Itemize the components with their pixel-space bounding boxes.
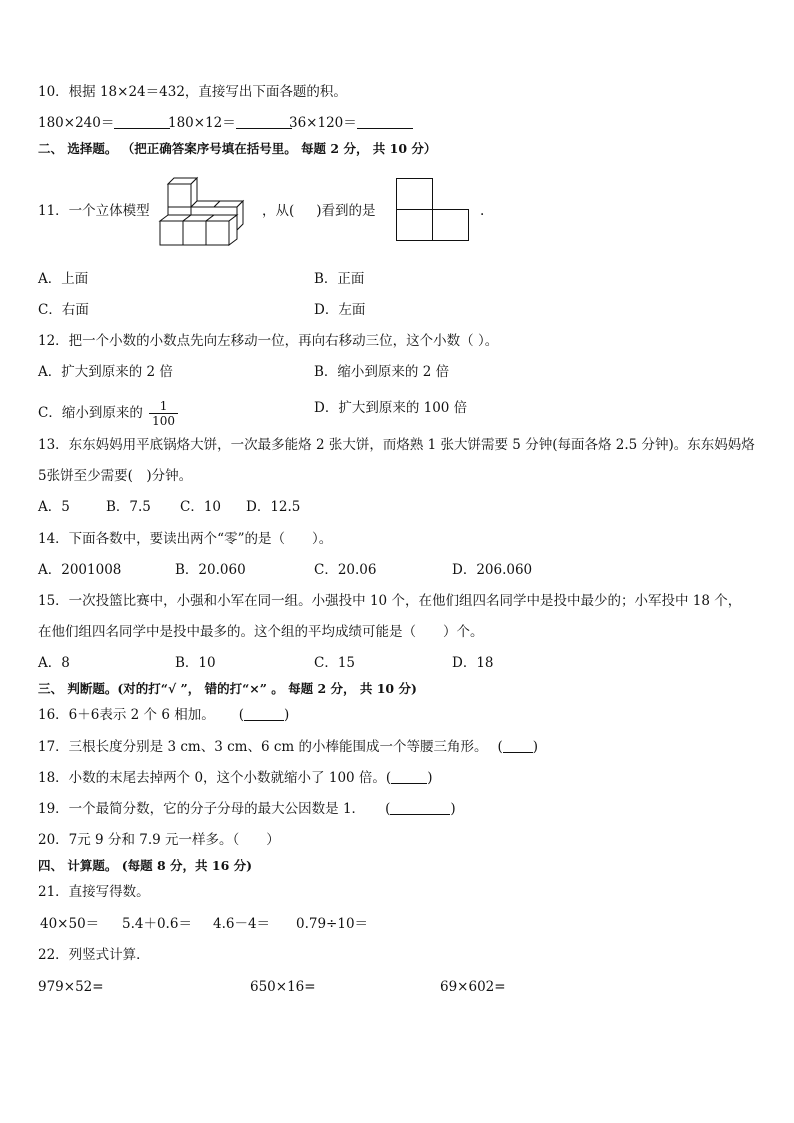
question-10-item-2-expr: 180×12＝: [168, 115, 236, 131]
answer-blank[interactable]: [236, 114, 292, 129]
question-21-item-1: 40×50＝: [40, 916, 100, 932]
question-13-line-1: 13．东东妈妈用平底锅烙大饼，一次最多能烙 2 张大饼，而烙熟 1 张大饼需要 5 分钟(每面各烙 2.5 分钟)。东东妈妈烙: [38, 437, 755, 453]
question-12-option-d[interactable]: D．扩大到原来的 100 倍: [314, 400, 468, 416]
question-18-text: 18．小数的末尾去掉两个 0，这个小数就缩小了 100 倍。: [38, 770, 386, 786]
question-22-stem: 22．列竖式计算．: [38, 947, 150, 963]
question-14-option-d[interactable]: D．206.060: [452, 562, 533, 578]
cube-front-face: [160, 221, 183, 245]
question-17-text: 17．三根长度分别是 3 cm、3 cm、6 cm 的小棒能围成一个等腰三角形。: [38, 739, 488, 755]
question-10-item-2: [168, 114, 292, 132]
question-20-text: 20．7元 9 分和 7.9 元一样多。（ ）: [38, 832, 280, 848]
question-12-option-a[interactable]: A．扩大到原来的 2 倍: [38, 364, 173, 380]
question-14-option-c[interactable]: C．20.06: [314, 562, 377, 578]
question-14-stem: 14．下面各数中，要读出两个“零”的是（ ）。: [38, 531, 333, 547]
section-4-title: 四、 计算题。 (每题 8 分，共 16 分): [38, 858, 253, 873]
answer-blank[interactable]: [390, 800, 450, 815]
answer-blank[interactable]: [503, 738, 533, 753]
question-19: [38, 800, 456, 818]
paren-open: (: [385, 801, 391, 817]
paren-close: ): [450, 801, 456, 817]
question-22-item-1: 979×52=: [38, 979, 104, 995]
question-10-item-3-expr: 36×120＝: [289, 115, 357, 131]
question-11-option-c[interactable]: C．右面: [38, 302, 89, 318]
cube-front-face: [168, 184, 191, 207]
cube-model-figure: [158, 178, 250, 248]
question-10-item-1: [38, 114, 170, 132]
question-11-mid-b: )看到的是: [316, 203, 376, 219]
question-16: [38, 706, 289, 724]
question-14-option-a[interactable]: A．2001008: [38, 562, 122, 578]
paren-close: ): [427, 770, 433, 786]
question-21-item-4: 0.79÷10＝: [296, 916, 369, 932]
question-21-item-2: 5.4＋0.6＝: [122, 916, 192, 932]
question-11-option-b[interactable]: B．正面: [314, 271, 365, 287]
question-13-line-2: 5张饼至少需要( )分钟。: [38, 468, 193, 484]
paren-close: ): [532, 739, 539, 755]
question-15-option-b[interactable]: B．10: [175, 655, 216, 671]
question-13-option-a[interactable]: A．5: [38, 499, 70, 515]
question-21-stem: 21．直接写得数。: [38, 884, 150, 900]
question-11-option-a[interactable]: A．上面: [38, 271, 89, 287]
cube-front-face: [206, 221, 229, 245]
paren-close: ): [283, 707, 290, 723]
question-15-option-d[interactable]: D．18: [452, 655, 494, 671]
question-18: [38, 769, 432, 787]
view-shape-figure: [396, 178, 470, 242]
fraction-numerator: 1: [149, 399, 178, 414]
question-15-line-1: 15．一次投篮比赛中，小强和小军在同一组。小强投中 10 个，在他们组四名同学中是投中最少的；小军投中 18 个，: [38, 593, 742, 609]
question-14-option-b[interactable]: B．20.060: [175, 562, 246, 578]
question-12-option-c-text: C．缩小到原来的: [38, 405, 143, 421]
view-square: [397, 179, 433, 210]
question-17: [38, 738, 538, 756]
question-15-option-c[interactable]: C．15: [314, 655, 356, 671]
question-22-item-2: 650×16=: [250, 979, 316, 995]
question-10-item-1-expr: 180×240＝: [38, 115, 115, 131]
cube-front-face: [183, 221, 206, 245]
question-11-end: .: [480, 203, 485, 219]
question-15-line-2: 在他们组四名同学中是投中最多的。这个组的平均成绩可能是（ ）个。: [38, 624, 484, 640]
answer-blank[interactable]: [244, 706, 284, 721]
answer-blank[interactable]: [114, 114, 170, 129]
question-16-text: 16．6＋6表示 2 个 6 相加。: [38, 707, 215, 723]
question-15-option-a[interactable]: A．8: [38, 655, 70, 671]
question-19-text: 19．一个最简分数，它的分子分母的最大公因数是 1．: [38, 801, 366, 817]
question-13-option-b[interactable]: B．7.5: [106, 499, 151, 515]
question-13-option-c[interactable]: C．10: [180, 499, 222, 515]
question-22-item-3: 69×602=: [440, 979, 506, 995]
answer-blank[interactable]: [357, 114, 413, 129]
question-10-stem: 10．根据 18×24＝432，直接写出下面各题的积。: [38, 84, 347, 100]
fraction-denominator: 100: [152, 414, 176, 428]
view-square: [433, 210, 469, 241]
question-11-lead: 11．一个立体模型: [38, 203, 150, 219]
question-13-option-d[interactable]: D．12.5: [246, 499, 301, 515]
fraction: [149, 399, 178, 428]
question-11-option-d[interactable]: D．左面: [314, 302, 366, 318]
view-square: [397, 210, 433, 241]
question-12-option-b[interactable]: B．缩小到原来的 2 倍: [314, 364, 450, 380]
paren-open: (: [497, 739, 503, 755]
question-11-middle: [262, 202, 376, 220]
question-21-item-3: 4.6－4＝: [213, 916, 271, 932]
paren-open: (: [238, 707, 244, 723]
question-12-option-c[interactable]: [38, 399, 178, 428]
paren-open: (: [385, 770, 392, 786]
question-10-item-3: [289, 114, 413, 132]
answer-blank[interactable]: [391, 769, 427, 784]
question-11-mid-a: ，从(: [262, 203, 295, 219]
section-3-title: 三、 判断题。(对的打“√ ”， 错的打“×” 。 每题 2 分， 共 10 分): [38, 681, 417, 696]
question-12-stem: 12．把一个小数的小数点先向左移动一位，再向右移动三位，这个小数（ ）。: [38, 333, 499, 349]
section-2-title: 二、 选择题。 （把正确答案序号填在括号里。 每题 2 分， 共 10 分）: [38, 141, 437, 156]
cube-side-face: [229, 215, 237, 245]
